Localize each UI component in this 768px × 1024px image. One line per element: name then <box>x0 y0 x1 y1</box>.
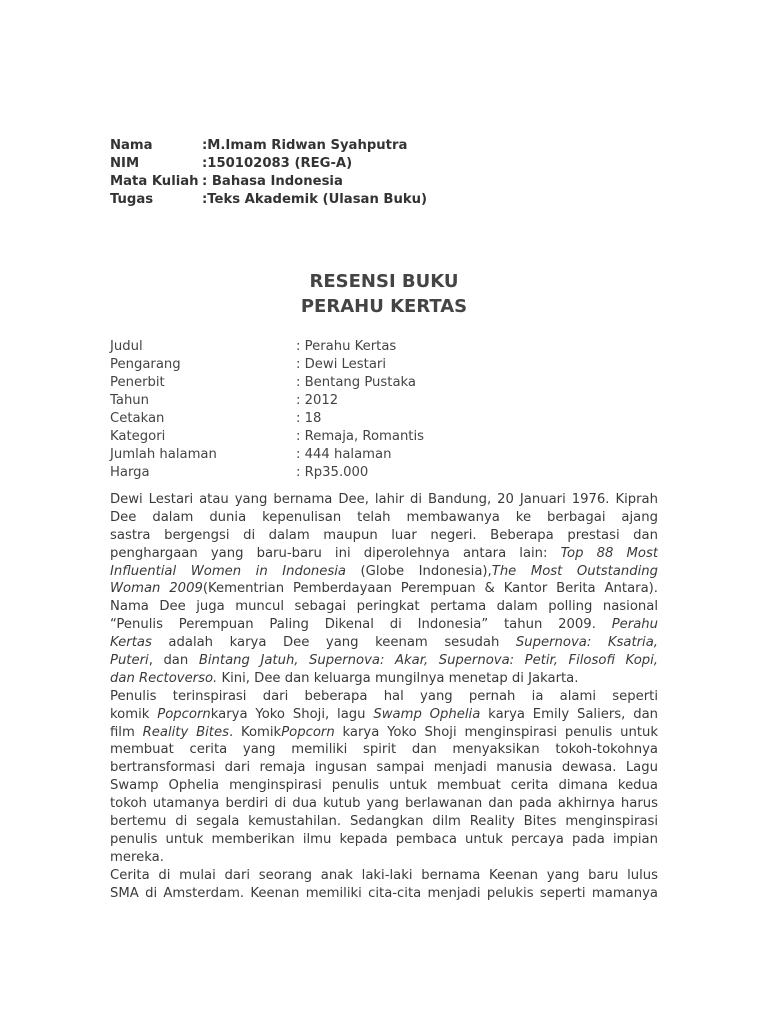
book-info-row <box>110 338 424 356</box>
body-line <box>110 831 658 849</box>
book-info-value: : Rp35.000 <box>296 465 369 480</box>
header-row-nama <box>110 137 427 155</box>
body-line <box>110 509 658 527</box>
body-line <box>110 885 658 903</box>
body-line <box>110 652 658 670</box>
text: bertemu di segala kemustahilan. Sedangkan dilm Reality Bites menginspirasi <box>110 814 658 830</box>
text: bertransformasi dari remaja ingusan sampai menjadi manusia dewasa. Lagu <box>110 760 658 776</box>
book-info-row <box>110 464 424 482</box>
book-info-label: Penerbit <box>110 375 165 390</box>
text: penghargaan yang baru-baru ini diperolehnya antara lain: <box>110 545 561 561</box>
body-line <box>110 759 658 777</box>
header-label: Tugas <box>110 192 154 207</box>
book-info-row <box>110 446 424 464</box>
book-info-row <box>110 428 424 446</box>
text: karya Yoko Shoji, lagu <box>210 706 374 722</box>
body-line <box>110 545 658 563</box>
header-label: Nama <box>110 138 153 153</box>
text: , dan <box>148 653 199 669</box>
book-info-value: : Perahu Kertas <box>296 339 397 354</box>
body-line <box>110 724 658 742</box>
text: “Penulis Perempuan Paling Dikenal di Indonesia” tahun 2009. <box>110 617 612 633</box>
document-title <box>0 269 768 319</box>
book-info-label: Judul <box>110 339 143 354</box>
title-line-1: RESENSI BUKU <box>309 271 459 292</box>
book-info-label: Jumlah halaman <box>110 447 217 462</box>
text: (Globe Indonesia), <box>346 563 492 579</box>
italic-text: Kertas <box>110 635 152 651</box>
body-line <box>110 527 658 545</box>
italic-text: Puteri <box>110 653 149 669</box>
header-value: : Bahasa Indonesia <box>202 174 343 189</box>
body-line <box>110 813 658 831</box>
body-line <box>110 795 658 813</box>
title-line-2: PERAHU KERTAS <box>300 296 468 317</box>
text: Penulis terinspirasi dari beberapa hal yang pernah ia alami seperti <box>110 688 658 704</box>
italic-text: dan Rectoverso. <box>110 670 218 686</box>
italic-text: Reality Bites <box>142 724 229 740</box>
review-body <box>110 491 658 902</box>
italic-text: Woman 2009 <box>110 581 203 597</box>
text: adalah karya Dee yang keenam sesudah <box>151 635 516 651</box>
book-info-row <box>110 374 424 392</box>
body-line <box>110 616 658 634</box>
italic-text: Influential Women in Indonesia <box>110 563 346 579</box>
book-info-value: : 444 halaman <box>296 447 392 462</box>
body-line <box>110 563 658 581</box>
header-row-mata-kuliah <box>110 173 427 191</box>
italic-text: Popcorn <box>281 724 335 740</box>
book-info-value: : 2012 <box>296 393 339 408</box>
header-label: NIM <box>110 156 140 171</box>
body-line <box>110 741 658 759</box>
italic-text: Bintang Jatuh, Supernova: Akar, Supernova: Petir, Filosofi Kopi, <box>198 653 658 669</box>
text: Swamp Ophelia menginspirasi penulis untuk membuat cerita dimana kedua <box>110 778 658 794</box>
text: karya Emily Saliers, dan <box>480 706 658 722</box>
book-info-label: Pengarang <box>110 357 181 372</box>
italic-text: Swamp Ophelia <box>373 706 481 722</box>
text: sastra bergengsi di dalam maupun luar negeri. Beberapa prestasi dan <box>110 527 658 543</box>
text: Dee dalam dunia kepenulisan telah membawanya ke berbagai ajang <box>110 509 658 525</box>
header-row-tugas <box>110 191 427 209</box>
book-info-table <box>110 338 424 482</box>
text: membuat cerita yang memiliki spirit dan menyaksikan tokoh-tokohnya <box>110 742 658 758</box>
header-value: :M.Imam Ridwan Syahputra <box>202 138 408 153</box>
body-line <box>110 598 658 616</box>
header-value: :Teks Akademik (Ulasan Buku) <box>202 192 428 207</box>
italic-text: Popcorn <box>157 706 211 722</box>
text: Dewi Lestari atau yang bernama Dee, lahir di Bandung, 20 Januari 1976. Kiprah <box>110 492 658 507</box>
italic-text: The Most Outstanding <box>491 563 658 579</box>
text: Kini, Dee dan keluarga mungilnya menetap di Jakarta. <box>217 670 579 686</box>
body-line <box>110 777 658 795</box>
book-info-value: : Remaja, Romantis <box>296 429 425 444</box>
body-line <box>110 634 658 652</box>
text: komik <box>110 706 158 722</box>
italic-text: Top 88 Most <box>560 545 658 561</box>
text: penulis untuk memberikan ilmu kepada pembaca untuk percaya pada impian <box>110 831 658 847</box>
book-info-row <box>110 392 424 410</box>
text: film <box>110 724 143 740</box>
student-header <box>110 137 427 209</box>
book-info-label: Kategori <box>110 429 166 444</box>
book-info-value: : Bentang Pustaka <box>296 375 417 390</box>
body-line <box>110 706 658 724</box>
book-info-label: Tahun <box>110 393 150 408</box>
book-info-label: Cetakan <box>110 411 165 426</box>
book-info-value: : Dewi Lestari <box>296 357 386 372</box>
text: Cerita di mulai dari seorang anak laki-laki bernama Keenan yang baru lulus <box>110 867 658 883</box>
text: Nama Dee juga muncul sebagai peringkat pertama dalam polling nasional <box>110 599 658 615</box>
body-line <box>110 491 658 509</box>
body-line <box>110 580 658 598</box>
text: (Kementrian Pemberdayaan Perempuan & Kantor Berita Antara). <box>202 581 658 597</box>
text: SMA di Amsterdam. Keenan memiliki cita-cita menjadi pelukis seperti mamanya <box>110 885 658 901</box>
italic-text: Supernova: Ksatria, <box>515 635 658 651</box>
text: . Komik <box>228 724 282 740</box>
book-info-value: : 18 <box>296 411 322 426</box>
text: mereka. <box>110 849 164 865</box>
body-line <box>110 867 658 885</box>
book-info-label: Harga <box>110 465 150 480</box>
body-line <box>110 688 658 706</box>
header-row-nim <box>110 155 427 173</box>
text: tokoh utamanya berdiri di dua kutub yang berlawanan dan pada akhirnya harus <box>110 796 658 812</box>
header-value: :150102083 (REG-A) <box>202 156 353 171</box>
header-label: Mata Kuliah <box>110 174 199 189</box>
italic-text: Perahu <box>611 617 658 633</box>
text: karya Yoko Shoji menginspirasi penulis untuk <box>334 724 658 740</box>
book-info-row <box>110 410 424 428</box>
book-info-row <box>110 356 424 374</box>
body-line <box>110 849 658 867</box>
body-line <box>110 670 658 688</box>
